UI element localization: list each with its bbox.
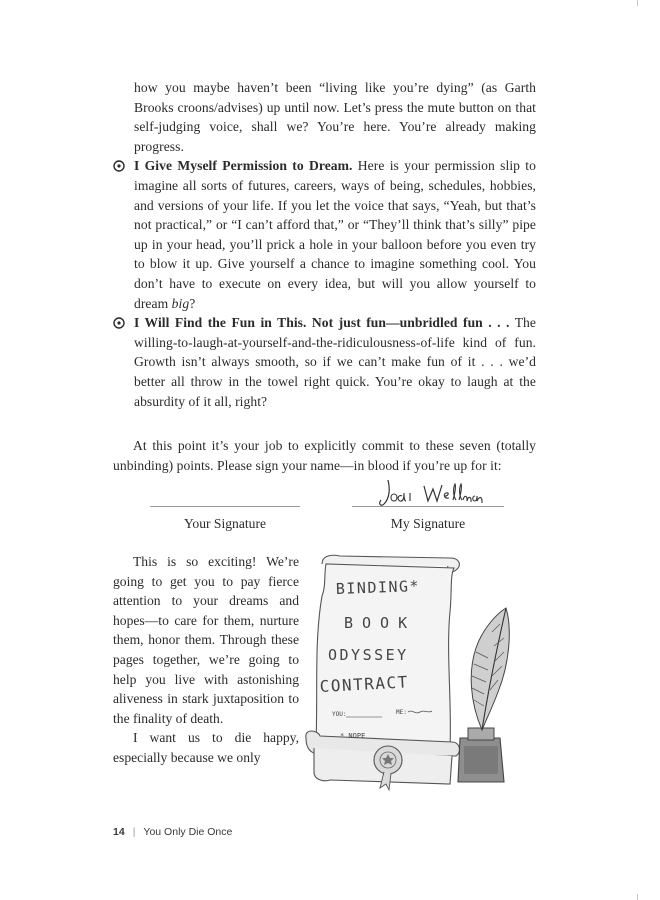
list-item [134,313,536,411]
left-paragraph-1: This is so exciting! We’re going to get you to pay fierce attention to your dreams and hopes—to care for them, nurture them, honor them. Through these pages together, we’re going to help you live with astonishing aliveness in stark juxtaposition to the finality of death. [113,554,299,726]
my-signature-label: My Signature [390,516,466,531]
item-body-end: ? [189,295,196,311]
scroll-footnote: * NOPE [340,732,366,740]
left-paragraph-2: I want us to die happy, especially because we only [113,730,299,765]
signature-area [150,484,510,534]
item-lead: I Will Find the Fun in This. Not just fun—unbridled fun . . . [134,315,510,331]
footer-separator: | [132,826,136,838]
continuation-paragraph: how you maybe haven’t been “living like you’re dying” (as Garth Brooks croons/advises) up until now. Let’s press the mute button on that self-judging voice, shall we? You’re here. You’re already making progress. [134,80,536,154]
item-body: Here is your permission slip to imagine all sorts of futures, careers, ways of being, schedules, hobbies, and versions of your life. If you let the voice that says, “Yeah, but that’s not practical,” or “I can’t afford that,” or “They’ll think that’s silly” pipe up in your head, you’ll prick a hole in your balloon before you even try to blow it up. Give yourself a chance to imagine something cool. You don’t have to execute on every idea, but will you allow yourself to dream [134,158,536,311]
book-title: You Only Die Once [143,826,233,838]
circle-bullet-icon [113,317,125,329]
scroll-line-2: BOOK [344,614,417,632]
list-item [134,156,536,313]
scroll-line-3: ODYSSEY [328,646,409,664]
scroll-you-label: YOU: [332,711,347,718]
handwritten-signature [372,474,492,514]
my-signature-line [352,506,504,507]
page-footer [113,826,232,838]
your-signature-label: Your Signature [183,516,267,531]
item-emphasis: big [171,295,190,311]
commit-paragraph: At this point it’s your job to explicitly commit to these seven (totally unbinding) points. Please sign your name—in blood if you’re up for it: [113,438,536,473]
contract-scroll-illustration [300,552,520,794]
scroll-line-1: BINDING* [335,577,421,598]
main-text [134,78,536,411]
circle-bullet-icon [113,160,125,172]
left-column-text [113,552,299,768]
crop-mark-bottom [637,894,638,900]
scroll-line-4: CONTRACT [319,672,410,696]
item-lead: I Give Myself Permission to Dream. [134,158,353,174]
your-signature-line[interactable] [150,506,300,507]
commit-block [113,436,536,475]
page-number: 14 [113,826,125,838]
quill-feather-icon [471,608,509,730]
crop-mark-top [637,0,638,6]
item-body: The willing-to-laugh-at-yourself-and-the-ridiculousness-of-life kind of fun. Growth isn’t always smooth, so if we can’t make fun of it . . . we’d better all throw in the towel right quick. You’re okay to laugh at the absurdity of it all, right? [134,315,536,409]
scroll-me-label: ME: [396,709,407,716]
